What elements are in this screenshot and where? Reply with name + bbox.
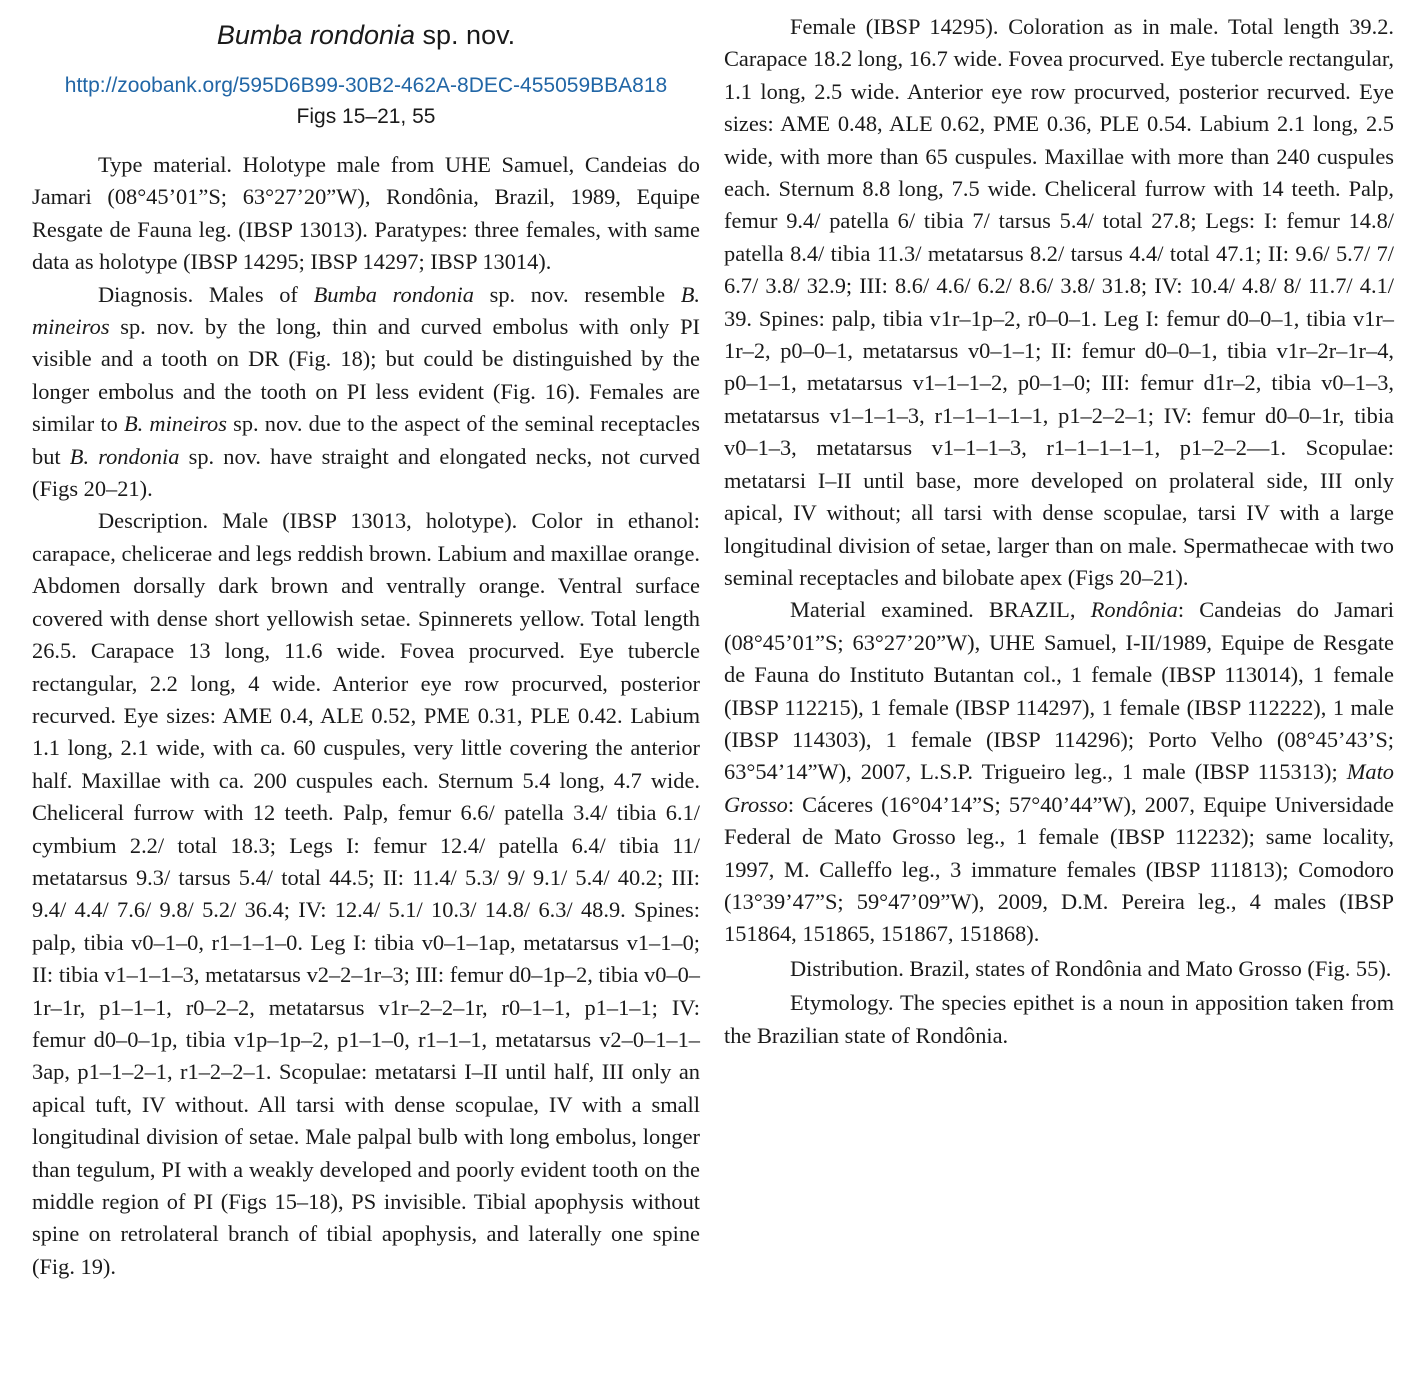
male-description-paragraph: Description. Male (IBSP 13013, holotype). Color in ethanol: carapace, chelicerae and legs reddish brown. Labium and maxillae orange. Abdomen dorsally dark brown and ventrally orange. Ventral surface covered with dense short yellowish setae. Spinnerets yellow. Total length 26.5. Carapace 13 long, 11.6 wide. Fovea procurved. Eye tubercle rectangular, 2.2 long, 4 wide. Anterior eye row procurved, posterior recurved. Eye sizes: AME 0.4, ALE 0.52, PME 0.31, PLE 0.42. Labium 1.1 long, 2.1 wide, with ca. 60 cuspules, very little covering the anterior half. Maxillae with ca. 200 cuspules each. Sternum 5.4 long, 4.7 wide. Cheliceral furrow with 12 teeth. Palp, femur 6.6/ patella 3.4/ tibia 6.1/ cymbium 2.2/ total 18.3; Legs I: femur 12.4/ patella 6.4/ tibia 11/ metatarsus 9.3/ tarsus 5.4/ total 44.5; II: 11.4/ 5.3/ 9/ 9.1/ 5.4/ 40.2; III: 9.4/ 4.4/ 7.6/ 9.8/ 5.2/ 36.4; IV: 12.4/ 5.1/ 10.3/ 14.8/ 6.3/ 48.9. Spines: palp, tibia v0–1–0, r1–1–1–0. Leg I: tibia v0–1–1ap, metatarsus v1–1–0; II: tibia v1–1–1–3, metatarsus v2–2–1r–3; III: femur d0–1p–2, tibia v0–0–1r–1r, p1–1–1, r0–2–2, metatarsus v1r–2–2–1r, r0–1–1, p1–1–1; IV: femur d0–0–1p, tibia v1p–1p–2, p1–1–0, r1–1–1, metatarsus v2–0–1–1–3ap, p1–1–2–1, r1–2–2–1. Scopulae: metatarsi I–II until half, III only an apical tuft, IV without. All tarsi with dense scopulae, IV with a small longitudinal division of setae. Male palpal bulb with long embolus, longer than tegulum, PI with a weakly developed and poorly evident tooth on the middle region of PI (Figs 15–18), PS invisible. Tibial apophysis without spine on retrolateral branch of tibial apophysis, and laterally one spine (Fig. 19). [32, 508, 700, 1279]
diagnosis-text-2: sp. nov. resemble [473, 281, 681, 307]
female-description-paragraph: Female (IBSP 14295). Coloration as in male. Total length 39.2. Carapace 18.2 long, 16.7 wide. Fovea procurved. Eye tubercle rectangular, 1.1 long, 2.5 wide. Anterior eye row procurved, posterior recurved. Eye sizes: AME 0.48, ALE 0.62, PME 0.36, PLE 0.54. Labium 2.1 long, 2.5 wide, with more than 65 cuspules. Maxillae with more than 240 cuspules each. Sternum 8.8 long, 7.5 wide. Cheliceral furrow with 14 teeth. Palp, femur 9.4/ patella 6/ tibia 7/ tarsus 5.4/ total 27.8; Legs: I: femur 14.8/ patella 8.4/ tibia 11.3/ metatarsus 8.2/ tarsus 4.4/ total 47.1; II: 9.6/ 5.7/ 7/ 6.7/ 3.8/ 32.9; III: 8.6/ 4.6/ 6.2/ 8.6/ 3.8/ 31.8; IV: 10.4/ 4.8/ 8/ 11.7/ 4.1/ 39. Spines: palp, tibia v1r–1p–2, r0–0–1. Leg I: femur d0–0–1, tibia v1r–1r–2, p0–0–1, metatarsus v0–1–1; II: femur d0–0–1, tibia v1r–2r–1r–4, p0–1–1, metatarsus v1–1–1–2, p0–1–0; III: femur d1r–2, tibia v0–1–3, metatarsus v1–1–1–3, r1–1–1–1–1, p1–2–2–1; IV: femur d0–0–1r, tibia v0–1–3, metatarsus v1–1–1–3, r1–1–1–1–1, p1–2–2—1. Scopulae: metatarsi I–II until base, more developed on prolateral side, III only apical, IV without; all tarsi with dense scopulae, tarsi IV with a large longitudinal division of setae, larger than on male. Spermathecae with two seminal receptacles and bilobate apex (Figs 20–21). [724, 14, 1394, 590]
type-material-paragraph: Type material. Holotype male from UHE Samuel, Candeias do Jamari (08°45’01”S; 63°27’20”W), Rondônia, Brazil, 1989, Equipe Resgate de Fauna leg. (IBSP 13013). Paratypes: three females, with same data as holotype (IBSP 14295; IBSP 14297; IBSP 13014). [32, 152, 700, 275]
species-header [32, 18, 700, 131]
right-column [724, 0, 1394, 1052]
etymology-paragraph: Etymology. The species epithet is a noun in apposition taken from the Brazilian state of Rondônia. [724, 990, 1394, 1048]
diagnosis-italic-3: B. mineiros [123, 411, 227, 437]
diagnosis-text-4: sp. nov. due to the aspect of the seminal receptacles but [32, 411, 700, 469]
left-body [32, 149, 700, 1283]
diagnosis-text-3: sp. nov. by the long, thin and curved embolus with only PI visible and a tooth on DR (Fig. 18); but could be distinguished by the longer embolus and the tooth on PI less evident (Fig. 16). Females are similar to [32, 314, 700, 437]
material-italic-rondonia: Rondônia [1090, 597, 1178, 623]
figures-reference: Figs 15–21, 55 [296, 105, 436, 128]
zoobank-link[interactable]: http://zoobank.org/595D6B99-30B2-462A-8DEC-455059BBA818 [64, 74, 668, 97]
species-suffix: sp. nov. [415, 20, 516, 50]
species-name: Bumba rondonia [216, 20, 416, 50]
distribution-paragraph: Distribution. Brazil, states of Rondônia and Mato Grosso (Fig. 55). [790, 955, 1392, 981]
material-examined-paragraph [724, 594, 1394, 950]
species-title [32, 18, 700, 52]
right-body [724, 11, 1394, 1052]
diagnosis-italic-2: B. mineiros [32, 281, 700, 340]
diagnosis-italic-4: B. rondonia [69, 443, 180, 469]
diagnosis-italic-1: Bumba rondonia [313, 281, 474, 307]
material-text-3: : Cáceres (16°04’14”S; 57°40’44”W), 2007, Equipe Universidade Federal de Mato Grosso leg., 1 female (IBSP 112232); same locality, 1997, M. Calleffo leg., 3 immature females (IBSP 111813); Comodoro (13°39’47”S; 59°47’09”W), 2009, D.M. Pereira leg., 4 males (IBSP 151864, 151865, 151867, 151868). [724, 791, 1394, 947]
left-column [32, 0, 700, 1283]
diagnosis-paragraph [32, 279, 700, 506]
diagnosis-text-5: sp. nov. have straight and elongated necks, not curved (Figs 20–21). [32, 443, 700, 502]
material-text-2: : Candeias do Jamari (08°45’01”S; 63°27’20”W), UHE Samuel, I-II/1989, Equipe de Resgate de Fauna do Instituto Butantan col., 1 female (IBSP 113014), 1 female (IBSP 112215), 1 female (IBSP 114297), 1 female (IBSP 112222), 1 male (IBSP 114303), 1 female (IBSP 114296); Porto Velho (08°45’43’S; 63°54’14”W), 2007, L.S.P. Trigueiro leg., 1 male (IBSP 115313); [724, 597, 1394, 785]
material-text-1: Material examined. BRAZIL, [790, 597, 1091, 623]
diagnosis-text-1: Diagnosis. Males of [98, 281, 314, 307]
material-italic-mato-grosso: Mato Grosso [724, 759, 1394, 817]
